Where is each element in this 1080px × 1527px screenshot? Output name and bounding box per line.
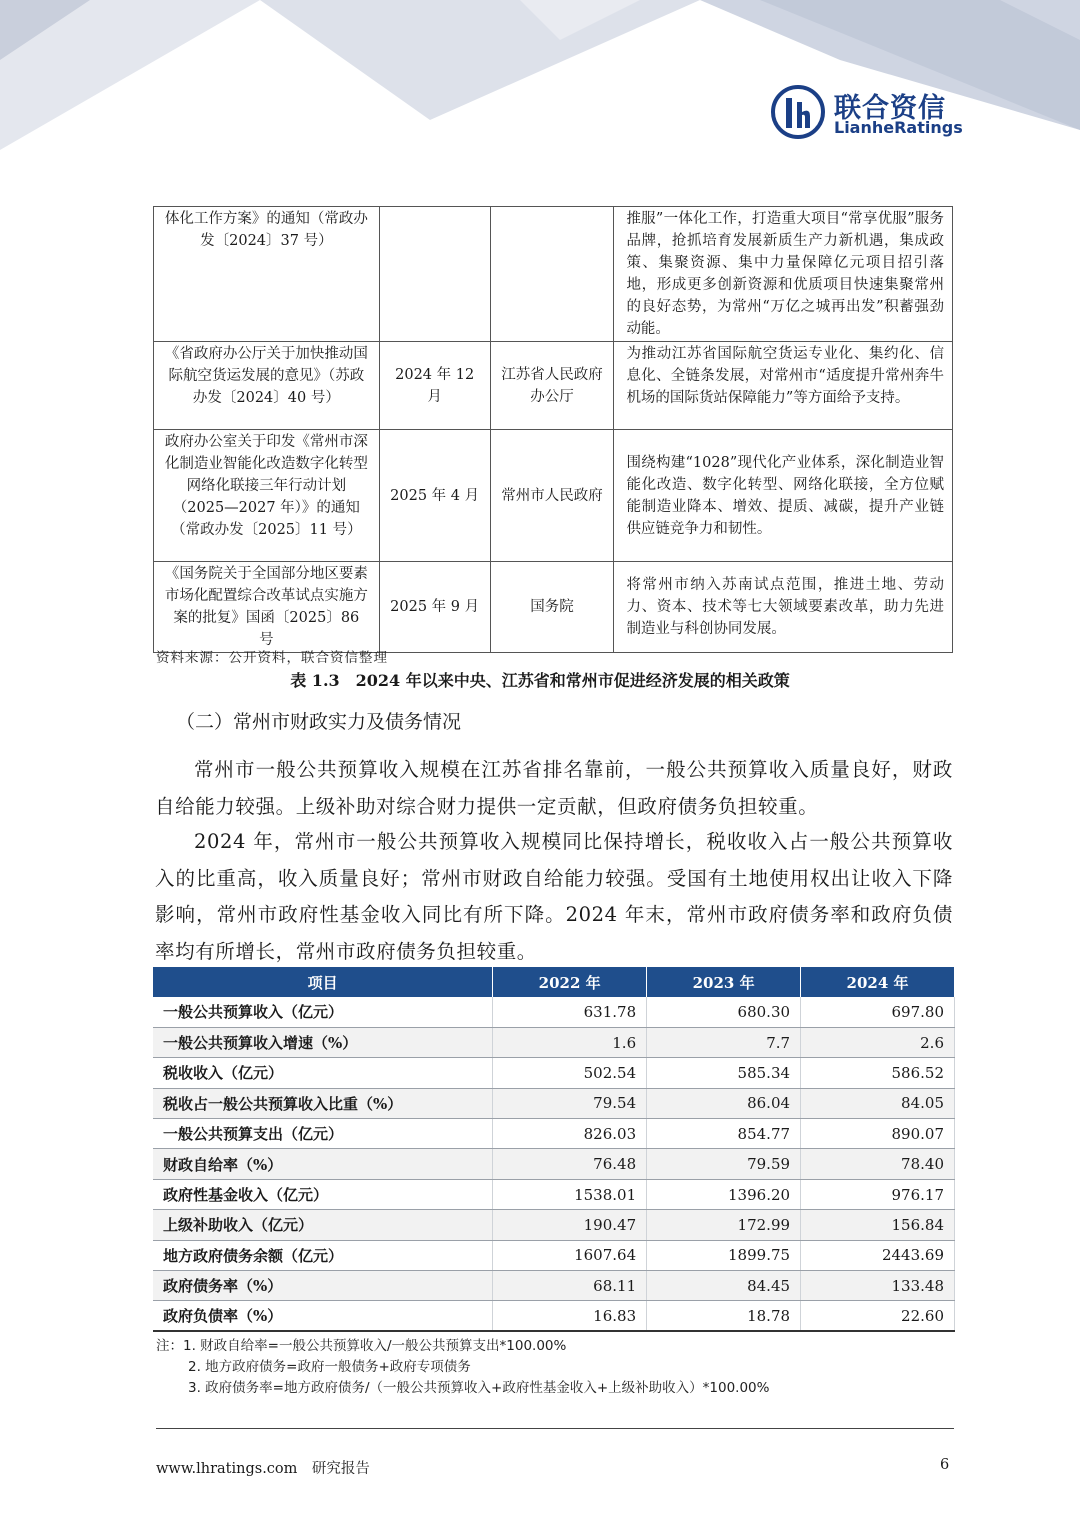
value-2024: 84.05	[801, 1088, 955, 1118]
table-notes	[156, 1336, 769, 1399]
row-label: 税收收入（亿元）	[153, 1058, 493, 1088]
policy-row	[154, 562, 953, 653]
value-2022: 826.03	[493, 1119, 647, 1149]
value-2022: 1607.64	[493, 1240, 647, 1270]
table-row	[153, 1058, 955, 1088]
value-2022: 1538.01	[493, 1179, 647, 1209]
logo-chinese-name: 联合资信	[834, 93, 946, 124]
row-label: 税收占一般公共预算收入比重（%）	[153, 1088, 493, 1118]
table-row	[153, 1119, 955, 1149]
lianhe-logo	[770, 84, 970, 144]
policy-dept: 国务院	[490, 562, 614, 653]
row-label: 一般公共预算收入（亿元）	[153, 997, 493, 1027]
policy-row	[154, 207, 953, 342]
table-row	[153, 1179, 955, 1209]
header-2023: 2023 年	[647, 967, 801, 997]
value-2023: 854.77	[647, 1119, 801, 1149]
policy-date: 2024 年 12 月	[379, 342, 490, 430]
value-2023: 680.30	[647, 997, 801, 1027]
fiscal-table-header	[153, 967, 955, 997]
value-2022: 190.47	[493, 1210, 647, 1240]
value-2024: 78.40	[801, 1149, 955, 1179]
row-label: 财政自给率（%）	[153, 1149, 493, 1179]
policy-dept: 江苏省人民政府办公厅	[490, 342, 614, 430]
value-2022: 16.83	[493, 1301, 647, 1331]
value-2023: 1899.75	[647, 1240, 801, 1270]
policy-name: 《省政府办公厅关于加快推动国际航空货运发展的意见》（苏政办发〔2024〕40 号）	[154, 342, 380, 430]
policy-desc: 推服”一体化工作，打造重大项目“常享优服”服务品牌，抢抓培育发展新质生产力新机遇，集成政策、集聚资源、集中力量保障亿元项目招引落地，形成更多创新资源和优质项目快速集聚常州的良好态势，为常州“万亿之城再出发”积蓄强劲动能。	[614, 207, 953, 342]
row-label: 上级补助收入（亿元）	[153, 1210, 493, 1240]
table-row	[153, 1027, 955, 1057]
lianhe-logo-icon	[770, 84, 826, 140]
footer-site: www.lhratings.com 研究报告	[156, 1461, 370, 1477]
header-2022: 2022 年	[493, 967, 647, 997]
value-2023: 1396.20	[647, 1179, 801, 1209]
table-caption: 表 1.3 2024 年以来中央、江苏省和常州市促进经济发展的相关政策	[290, 671, 790, 690]
value-2024: 2443.69	[801, 1240, 955, 1270]
value-2024: 697.80	[801, 997, 955, 1027]
policy-desc: 围绕构建“1028”现代化产业体系，深化制造业智能化改造、数字化转型、网络化联接，全方位赋能制造业降本、增效、提质、减碳，提升产业链供应链竞争力和韧性。	[614, 430, 953, 562]
policy-name: 政府办公室关于印发《常州市深化制造业智能化改造数字化转型网络化联接三年行动计划（2025—2027 年）》的通知（常政办发〔2025〕11 号）	[154, 430, 380, 562]
table-source: 资料来源：公开资料，联合资信整理	[156, 650, 388, 666]
value-2023: 18.78	[647, 1301, 801, 1331]
policy-row	[154, 342, 953, 430]
policy-dept	[490, 207, 614, 342]
policy-row	[154, 430, 953, 562]
policy-dept: 常州市人民政府	[490, 430, 614, 562]
value-2024: 156.84	[801, 1210, 955, 1240]
policy-date	[379, 207, 490, 342]
value-2023: 86.04	[647, 1088, 801, 1118]
paragraph: 常州市一般公共预算收入规模在江苏省排名靠前，一般公共预算收入质量良好，财政自给能力较强。上级补助对综合财力提供一定贡献，但政府债务负担较重。	[155, 758, 953, 818]
table-row	[153, 1271, 955, 1301]
header-item: 项目	[153, 967, 493, 997]
value-2023: 84.45	[647, 1271, 801, 1301]
policy-desc: 为推动江苏省国际航空货运专业化、集约化、信息化、全链条发展，对常州市“适度提升常州奔牛机场的国际货站保障能力”等方面给予支持。	[614, 342, 953, 430]
page-number: 6	[940, 1457, 950, 1473]
value-2023: 585.34	[647, 1058, 801, 1088]
table-row	[153, 1210, 955, 1240]
value-2024: 890.07	[801, 1119, 955, 1149]
value-2022: 68.11	[493, 1271, 647, 1301]
table-row	[153, 1301, 955, 1331]
row-label: 一般公共预算收入增速（%）	[153, 1027, 493, 1057]
table-row	[153, 1149, 955, 1179]
table-row	[153, 1088, 955, 1118]
value-2024: 22.60	[801, 1301, 955, 1331]
value-2023: 79.59	[647, 1149, 801, 1179]
fiscal-table	[153, 967, 955, 1332]
policy-date: 2025 年 9 月	[379, 562, 490, 653]
row-label: 一般公共预算支出（亿元）	[153, 1119, 493, 1149]
row-label: 政府负债率（%）	[153, 1301, 493, 1331]
note-line: 3. 政府债务率=地方政府债务/（一般公共预算收入+政府性基金收入+上级补助收入）*100.00%	[188, 1380, 770, 1396]
note-line: 2. 地方政府债务=政府一般债务+政府专项债务	[188, 1359, 471, 1375]
row-label: 地方政府债务余额（亿元）	[153, 1240, 493, 1270]
policy-name: 《国务院关于全国部分地区要素市场化配置综合改革试点实施方案的批复》国函〔2025〕86 号	[154, 562, 380, 653]
table-row	[153, 1240, 955, 1270]
value-2022: 76.48	[493, 1149, 647, 1179]
value-2024: 586.52	[801, 1058, 955, 1088]
value-2022: 631.78	[493, 997, 647, 1027]
paragraph: 2024 年，常州市一般公共预算收入规模同比保持增长，税收收入占一般公共预算收入的比重高，收入质量良好；常州市财政自给能力较强。受国有土地使用权出让收入下降影响，常州市政府性基金收入同比有所下降。2024 年末，常州市政府债务率和政府负债率均有所增长，常州市政府债务负担较重。	[155, 830, 953, 963]
policy-table	[153, 206, 953, 653]
table-row	[153, 997, 955, 1027]
value-2023: 172.99	[647, 1210, 801, 1240]
value-2022: 79.54	[493, 1088, 647, 1118]
value-2024: 2.6	[801, 1027, 955, 1057]
policy-desc: 将常州市纳入苏南试点范围，推进土地、劳动力、资本、技术等七大领域要素改革，助力先进制造业与科创协同发展。	[614, 562, 953, 653]
value-2024: 976.17	[801, 1179, 955, 1209]
value-2022: 1.6	[493, 1027, 647, 1057]
header-2024: 2024 年	[801, 967, 955, 997]
policy-date: 2025 年 4 月	[379, 430, 490, 562]
policy-name: 体化工作方案》的通知（常政办发〔2024〕37 号）	[154, 207, 380, 342]
row-label: 政府性基金收入（亿元）	[153, 1179, 493, 1209]
value-2024: 133.48	[801, 1271, 955, 1301]
note-line: 注：1. 财政自给率=一般公共预算收入/一般公共预算支出*100.00%	[156, 1338, 567, 1354]
value-2022: 502.54	[493, 1058, 647, 1088]
value-2023: 7.7	[647, 1027, 801, 1057]
section-title: （二）常州市财政实力及债务情况	[176, 711, 462, 733]
footer-divider	[156, 1428, 954, 1429]
row-label: 政府债务率（%）	[153, 1271, 493, 1301]
logo-english-name: LianheRatings	[834, 118, 963, 137]
